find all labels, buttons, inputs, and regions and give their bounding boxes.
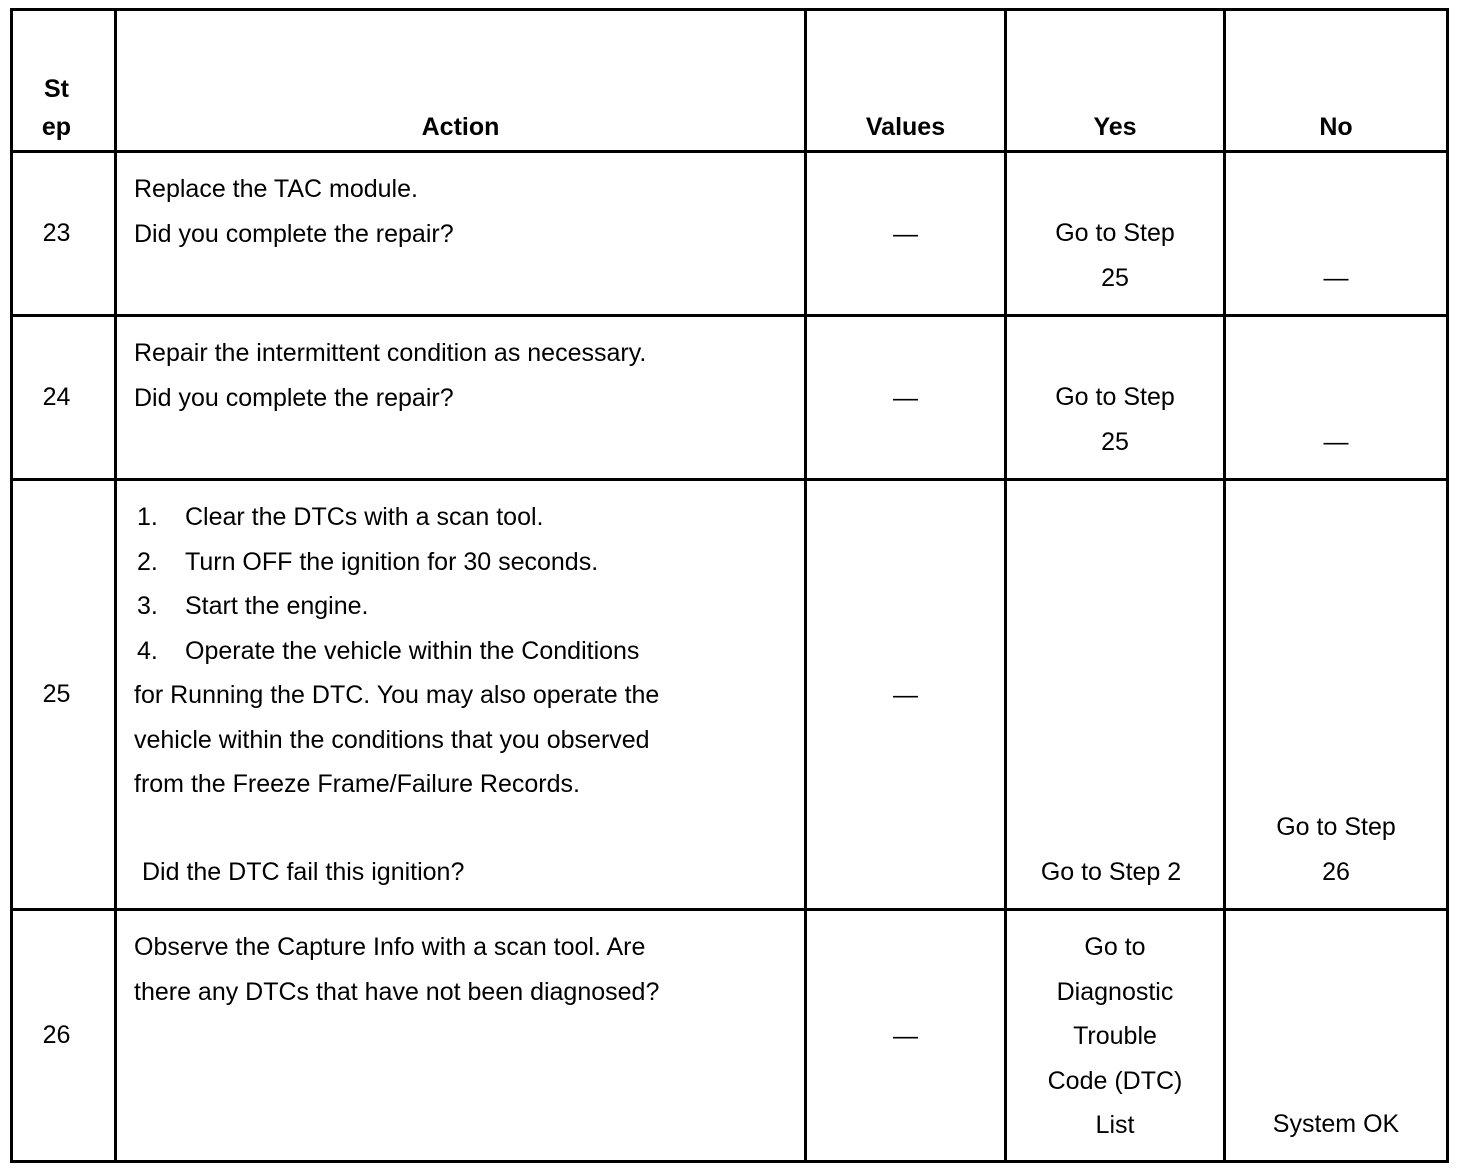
action-line: from the Freeze Frame/Failure Records.	[134, 770, 580, 798]
action-line: Did you complete the repair?	[134, 383, 454, 412]
no-cell	[1225, 316, 1448, 480]
list-text: Turn OFF the ignition for 30 seconds.	[185, 547, 599, 576]
header-step: St ep	[12, 10, 116, 152]
header-yes: Yes	[1006, 10, 1225, 152]
no-dash: —	[1323, 427, 1349, 456]
step-number: 26	[12, 910, 116, 1162]
values-cell	[806, 316, 1006, 480]
action-line: Did you complete the repair?	[134, 219, 454, 248]
step-number: 25	[12, 480, 116, 910]
action-list-item	[134, 629, 794, 674]
table-row	[12, 480, 1448, 910]
action-question: Did the DTC fail this ignition?	[142, 857, 465, 886]
values-dash: —	[893, 219, 918, 248]
list-number: 3.	[137, 592, 158, 620]
no-cell	[1225, 152, 1448, 316]
action-line: vehicle within the conditions that you observed	[134, 725, 650, 754]
values-dash: —	[893, 383, 918, 412]
yes-cell	[1006, 910, 1225, 1162]
step-number: 24	[12, 316, 116, 480]
no-dash: —	[1323, 263, 1349, 292]
yes-line: 25	[1101, 263, 1129, 292]
yes-line: Go to	[1084, 933, 1146, 961]
no-text: System OK	[1272, 1109, 1400, 1138]
yes-cell	[1006, 316, 1225, 480]
action-line: Repair the intermittent condition as necessary.	[134, 339, 647, 367]
yes-line: Go to Step	[1055, 219, 1175, 247]
yes-cell	[1006, 480, 1225, 910]
header-no: No	[1225, 10, 1448, 152]
list-number: 2.	[137, 547, 158, 576]
list-text: Operate the vehicle within the Conditions	[185, 636, 640, 665]
yes-cell	[1006, 152, 1225, 316]
yes-line: Diagnostic	[1056, 977, 1174, 1006]
table-row	[12, 910, 1448, 1162]
header-values: Values	[806, 10, 1006, 152]
header-action: Action	[116, 10, 806, 152]
header-row	[12, 10, 1448, 152]
yes-line: Code (DTC)	[1047, 1066, 1183, 1095]
action-cell	[116, 910, 806, 1162]
list-text: Start the engine.	[185, 592, 369, 620]
yes-line: Trouble	[1073, 1022, 1157, 1050]
values-cell	[806, 910, 1006, 1162]
values-dash: —	[893, 1021, 918, 1050]
action-cell	[116, 480, 806, 910]
table-row	[12, 316, 1448, 480]
yes-line: 25	[1101, 427, 1129, 456]
action-cell	[116, 152, 806, 316]
no-cell	[1225, 480, 1448, 910]
yes-text: Go to Step 2	[1040, 857, 1182, 886]
table-row	[12, 152, 1448, 316]
diagnostic-table	[10, 8, 1449, 1163]
no-line: Go to Step	[1276, 813, 1396, 841]
list-text: Clear the DTCs with a scan tool.	[185, 503, 544, 531]
step-number: 23	[12, 152, 116, 316]
action-line: there any DTCs that have not been diagnosed?	[134, 977, 660, 1006]
action-cell	[116, 316, 806, 480]
yes-line: Go to Step	[1055, 383, 1175, 411]
list-number: 1.	[137, 503, 158, 531]
action-line: for Running the DTC. You may also operate the	[134, 681, 660, 709]
action-list-item	[134, 495, 794, 540]
action-line: Observe the Capture Info with a scan tool. Are	[134, 933, 646, 961]
action-list-item	[134, 540, 794, 585]
action-list-item	[134, 584, 794, 629]
no-cell	[1225, 910, 1448, 1162]
yes-line: List	[1095, 1111, 1135, 1139]
list-number: 4.	[137, 636, 158, 665]
action-line: Replace the TAC module.	[134, 175, 418, 203]
values-dash: —	[893, 680, 918, 709]
values-cell	[806, 480, 1006, 910]
values-cell	[806, 152, 1006, 316]
no-line: 26	[1322, 857, 1350, 886]
